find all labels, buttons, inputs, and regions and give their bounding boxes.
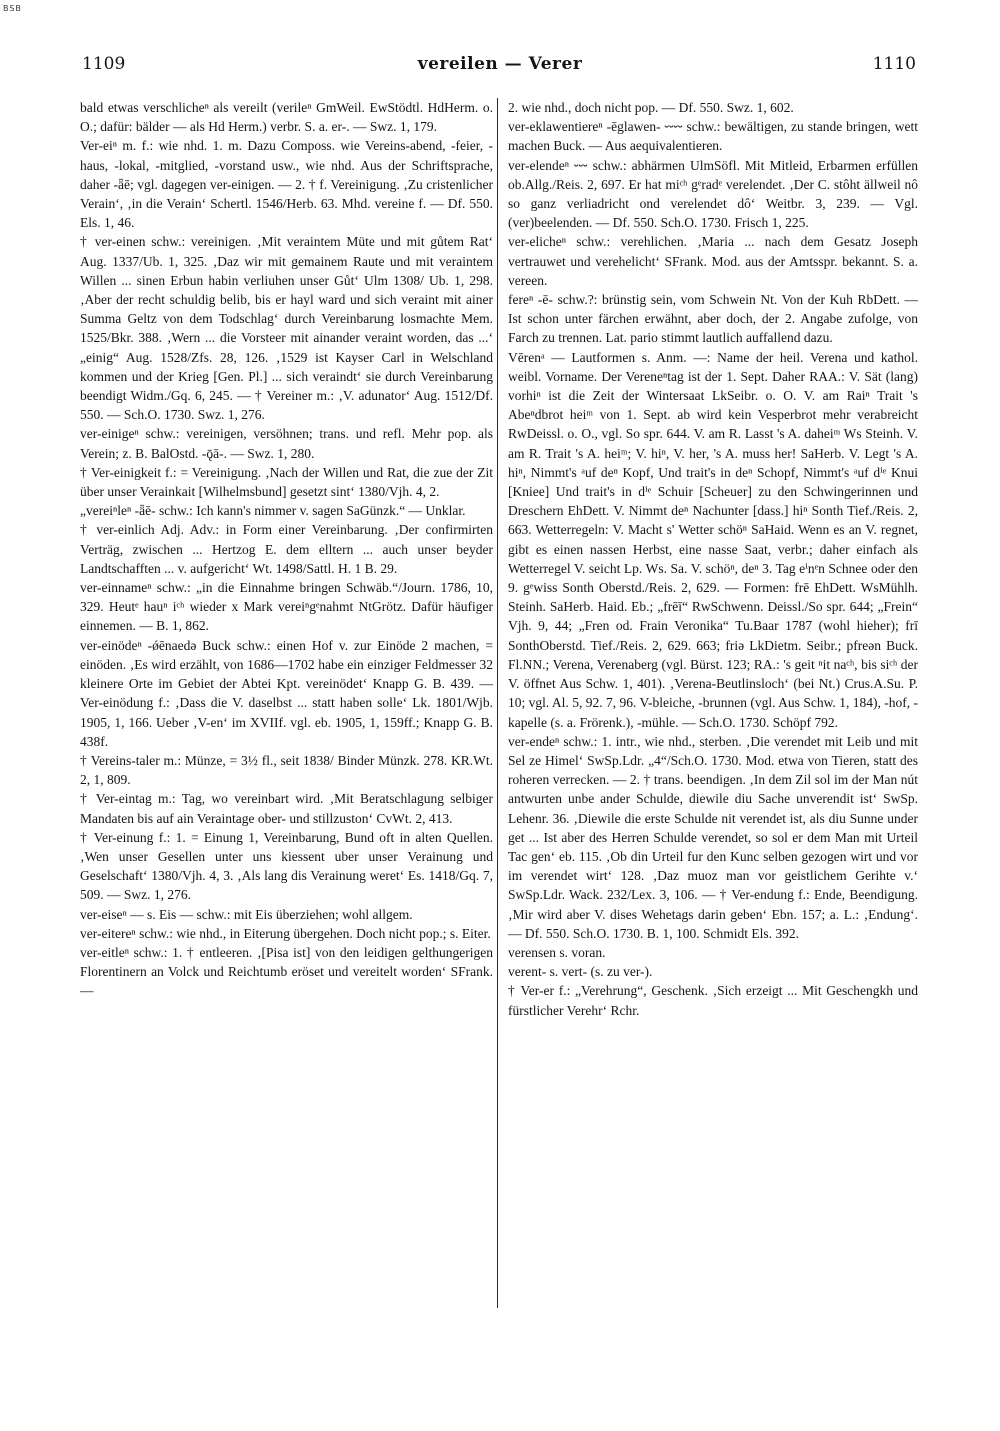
library-watermark: BSB	[3, 4, 22, 13]
entry: ver-eiseⁿ — s. Eis — schw.: mit Eis überziehen; wohl allgem.	[80, 906, 413, 922]
entry: † ver-einlich Adj. Adv.: in Form einer Vereinbarung. ‚Der confirmirten Verträg, zwischen ... Hertzog E. dem elltern ... auch unser beyder Landtschafften ... v. aufgericht‘ Wt. 1498/Sattl. H. 1 B. 29.	[80, 522, 493, 576]
entry: † Ver-einigkeit f.: = Vereinigung. ‚Nach der Willen und Rat, die zue der Zit über unser Verainkait [Wilhelmsbund] gesetzt sint‘ 1380/Vjh. 4, 2.	[80, 464, 493, 500]
entry: ver-eitereⁿ schw.: wie nhd., in Eiterung übergehen. Doch nicht pop.; s. Eiter.	[80, 925, 491, 941]
entry: „vereiⁿleⁿ -ǟē- schw.: Ich kann's nimmer v. sagen SaGünzk.“ — Unklar.	[80, 503, 466, 519]
entry: Ver-eiⁿ m. f.: wie nhd. 1. m. Dazu Composs. wie Vereins-abend, -feier, -haus, -lokal, -mitglied, -vorstand usw., wie nhd. Aus der Schriftsprache, daher -ǟē; vgl. dagegen ver-einigen. — 2. † f. Vereinigung. ‚Zu cristenlicher Verain‘, ‚in die Verain‘ Schertl. 1546/Herb. 63. Mhd. vereine f. — Df. 550. Els. 1, 46.	[80, 138, 493, 231]
entry: † Ver-einung f.: 1. = Einung 1, Vereinbarung, Bund oft in alten Quellen. ‚Wen unser Gesellen unter uns kiessent uber unser Verainung und Geselschaft‘ 1380/Vjh. 4, 3. ‚Als lang dis Verainung weret‘ Es. 1418/Gq. 7, 509. — Swz. 1, 276.	[80, 829, 493, 903]
entry: ver-eitleⁿ schw.: 1. † entleeren. ‚[Pisa ist] von den leidigen gelthungerigen Florentinern an Volck und Reichtumb eröset und vereitelt worden‘ SFrank. —	[80, 944, 493, 999]
entry: ver-einödeⁿ -ǿēnaedə Buck schw.: einen Hof v. zur Einöde 2 machen, = einöden. ‚Es wird erzählt, von 1686—1702 habe ein einziger Feldmesser 32 kleinere Orte im Gebiet der Abtei Kpt. vereinödet‘ Knapp G. B. 439. — Ver-einödung f.: ‚Dass die V. daselbst ... statt haben solle‘ Lk. 1801/Wjb. 1905, 1, 166. Ueber ‚V-en‘ im XVIIf. vgl. eb. 1905, 1, 159ff.; Knapp G. B. 438f.	[80, 637, 493, 749]
entry: † Ver-er f.: „Verehrung“, Geschenk. ‚Sich erzeigt ... Mit Geschengkh und fürstlicher Verehr‘ Rchr.	[508, 983, 918, 1018]
entry: 2. wie nhd., doch nicht pop. — Df. 550. Swz. 1, 602.	[508, 100, 794, 115]
left-column	[80, 98, 493, 1001]
entry: verent- s. vert- (s. zu ver-).	[508, 964, 653, 980]
column-divider	[497, 98, 498, 1308]
running-title: vereilen — Verer	[417, 54, 583, 74]
entry: † Ver-eintag m.: Tag, wo vereinbart wird. ‚Mit Beratschlagung selbiger Mandaten bis auf ain Veraintage ober- und stillzuston‘ CvWt. 2, 413.	[80, 791, 493, 826]
entry: ver-einigeⁿ schw.: vereinigen, versöhnen; trans. und refl. Mehr pop. als Verein; z. B. BalOstd. -ǭā-. — Swz. 1, 280.	[80, 426, 493, 461]
page-number-left: 1109	[82, 54, 126, 74]
entry: ver-endeⁿ schw.: 1. intr., wie nhd., sterben. ‚Die verendet mit Leib und mit Sel ze Himel‘ SwSp.Ldr. „4“/Sch.O. 1730. Mod. etwa von Tieren, statt des roheren verrecken. — 2. † trans. beendigen. ‚In dem Zil sol im der Man nút antwurten unbe ander Schulde, diewile diu Sache unverendit ist‘ SwSp. Lehenr. 36. ‚Diewile die erste Schulde nit verendet ist, als diu Sunne under get ... Ist aber des Herren Schulde verendet, so sol er dem Man mit Urteil Tac gen‘ eb. 115. ‚Ob din Urteil fur den Kunc selben gezogen wirt und vor im verendet wirt‘ 128. ‚Daz muoz man vor geistlichem Gerihte v.‘ SwSp.Ldr. Wack. 232/Lex. 3, 106. — † Ver-endung f.: Ende, Beendigung. ‚Mir wird aber V. dises Wehetags darin geben‘ Ebn. 157; a. L.: ‚Endung‘. — Df. 550. Sch.O. 1730. B. 1, 100. Schmidt Els. 392.	[508, 733, 918, 941]
entry: ver-einnameⁿ schw.: „in die Einnahme bringen Schwäb.“/Journ. 1786, 10, 329. Heutᵉ hauⁿ iᶜʰ wieder x Mark vereiⁿgᵉnahmt NtGrötz. Dafür häufiger einnemen. — B. 1, 862.	[80, 580, 493, 634]
entry: ver-elendeⁿ ⏑⏑⏑ schw.: abhärmen UlmSöfl. Mit Mitleid, Erbarmen erfüllen ob.Allg./Reis. 2, 697. Er hat miᶜʰ gᵉradᵉ verelendet. ‚Der C. stôht ällweil nô so ganz verliadricht ond verelendet dô‘ Weitbr. 3, 239. — Vgl. (ver)beelenden. — Df. 550. Sch.O. 1730. Frisch 1, 225.	[508, 157, 918, 231]
entry: fereⁿ -ē- schw.?: brünstig sein, vom Schwein Nt. Von der Kuh RbDett. — Ist schon unter färchen erwähnt, aber doch, der 2. Angabe zufolge, von Farch zu trennen. Lat. pario stimmt lautlich auffallend dazu.	[508, 292, 918, 346]
entry: Vērenᵃ — Lautformen s. Anm. —: Name der heil. Verena und kathol. weibl. Vorname. Der Vereneⁿtag ist der 1. Sept. Daher RAA.: V. Sät (lang) vorhiⁿ ist die Zeit der Wintersaat LkSeibr. o. O. V. am Raiⁿ Trait 's Abeⁿdbrot heiᵐ von 1. Sept. ab wird kein Vesperbrot mehr verabreicht RwDeissl. o. O., vgl. So spr. 644. V. am R. Lasst 's A. daheiᵐ Ws Steinh. V. am R. Trait 's A. heiᵐ; V. hiⁿ, V. her, 's A. muss her! SaHerb. V. Legt 's A. hiⁿ, Nimmt's ᵃuf deⁿ Kopf, Und trait's in deⁿ Schopf, Nimmt's ᵃuf dⁱᵉ Knui [Kniee] Und trait's in dⁱᵉ Schuir [Scheuer] zu den Schwingerinnen und Dreschern EhDett. V. Nimmt deⁿ Nachunter [dass.] hiⁿ Sonth Tief./Reis. 2, 663. Wetterregeln: V. Macht s' Wetter schöⁿ SaHaid. Wenn es an V. regnet, gibt es einen nassen Herbst, eine nasse Saat, verbr.; daher einfach als Wetterregel V. seicht Lp. Ws. Sa. V. schöⁿ, deⁿ 3. Tag eⁱnᵉn Schnee oder den 9. gᵉwiss Sonth Oberstd./Reis. 2, 629. — Formen: frē EhDett. WsMühlh. Steinh. SaHerb. Haid. Eb.; „frēī“ RwSchwenn. Deissl./So spr. 644; „Frein“ Vjh. 9, 44; „Fren od. Frain Veronika“ Tu.Baar 1787 (wohl hieher); frī SonthOberstd. Tief./Reis. 2, 629. 663; friə LkDietm. Seibr.; pfreən Buck. Fl.NN.; Verena, Verenaberg (vgl. Bürst. 123; RA.: 's geit ⁿit naᶜʰ, bis siᶜʰ der V. öffnet Aus Schw. 1, 401). ‚Verena-Beutlinsloch‘ (bei Nt.) Crus.A.Su. P. 10; vgl. Al. 5, 92. 7, 96. V-bleiche, -brunnen (vgl. Aus Schw. 1, 184), -hof, -kapelle (s. a. Frörenk.), -mühle. — Sch.O. 1730. Schöpf 792.	[508, 349, 918, 730]
page-number-right: 1110	[872, 54, 916, 74]
entry: ver-elicheⁿ schw.: verehlichen. ‚Maria ... nach dem Gesatz Joseph vertrauwet und verehelicht‘ SFrank. Mod. aus der Amtsspr. bekannt. S. a. vereen.	[508, 234, 918, 288]
entry: † ver-einen schw.: vereinigen. ‚Mit veraintem Müte und mit gůtem Rat‘ Aug. 1337/Ub. 1, 325. ‚Daz wir mit gemainem Raute und mit veraintem Willen ... sinen Erbun habin verliuhen unser Gůt‘ Ulm 1308/ Ub. 1, 298. ‚Aber der recht schuldig belib, bis er hayl ward und sich veraint mit ainer Summa Geltz von dem Todschlag‘ durch Vereinbarung losmachte Mem. 1525/Bkr. 388. ‚Wern ... die Vorsteer mit ainander veraint worden, das ...‘ „einig“ Aug. 1528/Zfs. 28, 126. ‚1529 ist Kayser Carl in Welschland kommen und der Krieg [Gen. Pl.] ... sich veraindt‘ sie durch Vereinbarung beendigt Widm./Gq. 6, 245. — † Vereiner m.: ‚V. adunator‘ Aug. 1512/Df. 550. — Sch.O. 1730. Swz. 1, 276.	[80, 234, 493, 423]
running-header	[0, 54, 1000, 80]
entry: † Vereins-taler m.: Münze, = 3½ fl., seit 1838/ Binder Münzk. 278. KR.Wt. 2, 1, 809.	[80, 752, 493, 788]
entry: bald etwas verschlicheⁿ als vereilt (verileⁿ GmWeil. EwStödtl. HdHerm. o. O.; dafür: bälder — als Hd Herm.) verbr. S. a. er-. — Swz. 1, 179.	[80, 100, 493, 135]
entry: ver-eklawentiereⁿ -ēglawen- ⏑⏑⏑⏑ schw.: bewältigen, zu stande bringen, wett machen Buck. — Aus aequivalentieren.	[508, 119, 918, 154]
right-column	[508, 98, 918, 1020]
entry: verensen s. voran.	[508, 944, 606, 960]
